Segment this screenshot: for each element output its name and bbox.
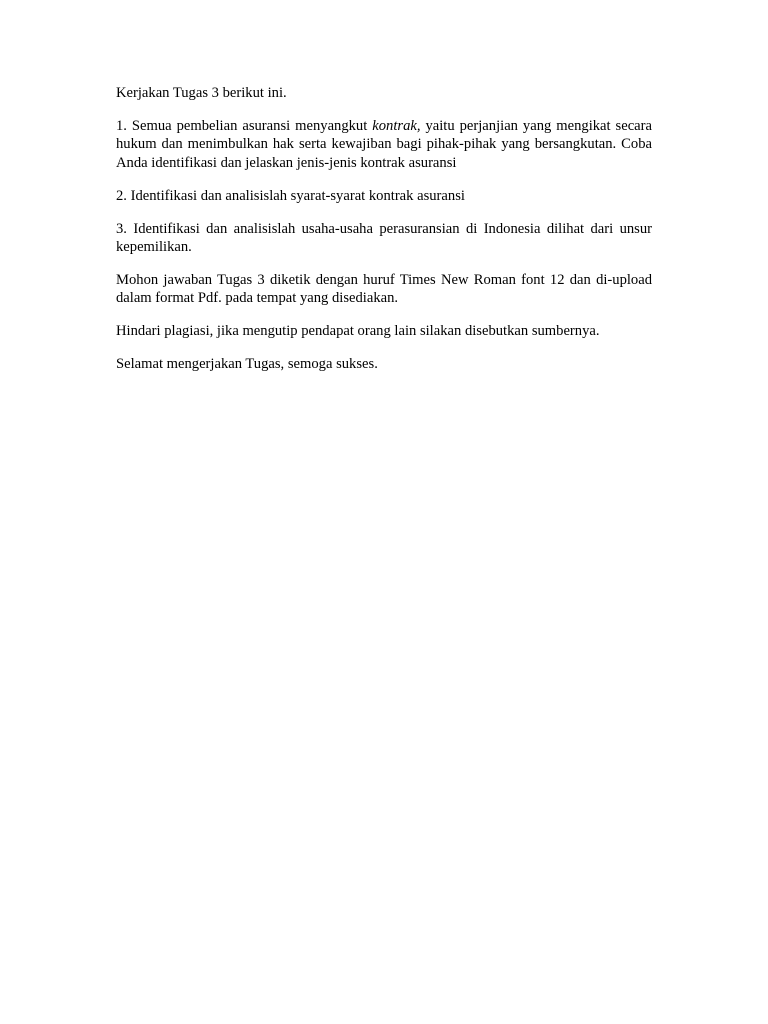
question-1-text-start: 1. Semua pembelian asuransi menyangkut <box>116 117 373 134</box>
document-body <box>116 84 652 388</box>
question-1-text-end: yaitu perjanjian yang mengikat secara hukum dan menimbulkan hak serta kewajiban bagi pihak-pihak yang bersangkutan. Coba Anda identifikasi dan jelaskan jenis-jenis kontrak asuransi <box>116 117 652 171</box>
question-2-paragraph: 2. Identifikasi dan analisislah syarat-syarat kontrak asuransi <box>116 187 465 204</box>
closing-paragraph: Selamat mengerjakan Tugas, semoga sukses. <box>116 356 378 373</box>
format-note-paragraph: Mohon jawaban Tugas 3 diketik dengan huruf Times New Roman font 12 dan di-upload dalam format Pdf. pada tempat yang disediakan. <box>116 271 652 307</box>
intro-paragraph: Kerjakan Tugas 3 berikut ini. <box>116 85 287 101</box>
question-1-paragraph <box>116 117 652 172</box>
question-1-italic-term: kontrak, <box>372 117 421 134</box>
question-3-paragraph: 3. Identifikasi dan analisislah usaha-usaha perasuransian di Indonesia dilihat dari unsur kepemilikan. <box>116 220 652 255</box>
plagiarism-note-paragraph: Hindari plagiasi, jika mengutip pendapat orang lain silakan disebutkan sumbernya. <box>116 323 600 340</box>
